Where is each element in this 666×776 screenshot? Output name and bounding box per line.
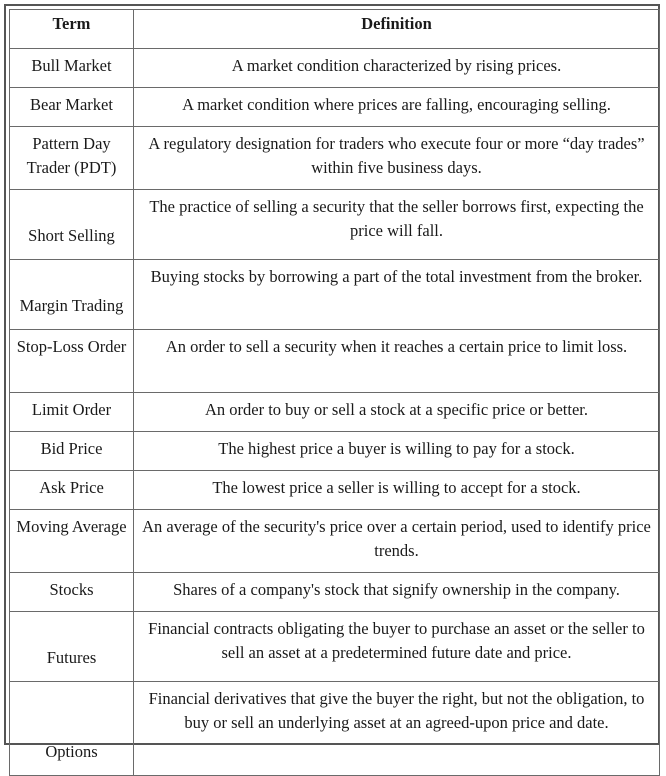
table-row bbox=[10, 471, 660, 510]
definition-cell: A market condition where prices are falling, encouraging selling. bbox=[134, 88, 660, 127]
table-row bbox=[10, 393, 660, 432]
table-row bbox=[10, 612, 660, 682]
definition-cell: An order to buy or sell a stock at a specific price or better. bbox=[134, 393, 660, 432]
term-cell: Margin Trading bbox=[10, 260, 134, 330]
definition-cell: Shares of a company's stock that signify ownership in the company. bbox=[134, 573, 660, 612]
definition-cell: Financial derivatives that give the buyer the right, but not the obligation, to buy or sell an underlying asset at an agreed-upon price and date. bbox=[134, 682, 660, 776]
term-cell: Limit Order bbox=[10, 393, 134, 432]
table-row bbox=[10, 330, 660, 393]
table-row bbox=[10, 510, 660, 573]
glossary-table bbox=[9, 9, 660, 776]
definition-cell: Buying stocks by borrowing a part of the total investment from the broker. bbox=[134, 260, 660, 330]
table-row bbox=[10, 260, 660, 330]
definition-cell: An order to sell a security when it reaches a certain price to limit loss. bbox=[134, 330, 660, 393]
table-row bbox=[10, 432, 660, 471]
table-row bbox=[10, 573, 660, 612]
term-cell: Bid Price bbox=[10, 432, 134, 471]
term-cell: Stocks bbox=[10, 573, 134, 612]
table-row bbox=[10, 49, 660, 88]
term-cell: Futures bbox=[10, 612, 134, 682]
definition-cell: The lowest price a seller is willing to accept for a stock. bbox=[134, 471, 660, 510]
table-row bbox=[10, 682, 660, 776]
term-cell: Stop-Loss Order bbox=[10, 330, 134, 393]
term-cell: Ask Price bbox=[10, 471, 134, 510]
term-cell: Moving Average bbox=[10, 510, 134, 573]
glossary-table-frame bbox=[4, 4, 660, 761]
definition-column-header: Definition bbox=[134, 10, 660, 49]
definition-cell: An average of the security's price over a certain period, used to identify price trends. bbox=[134, 510, 660, 573]
term-cell: Options bbox=[10, 682, 134, 776]
definition-cell: The practice of selling a security that the seller borrows first, expecting the price will fall. bbox=[134, 190, 660, 260]
table-row bbox=[10, 127, 660, 190]
term-column-header: Term bbox=[10, 10, 134, 49]
table-row bbox=[10, 88, 660, 127]
term-cell: Bull Market bbox=[10, 49, 134, 88]
definition-cell: The highest price a buyer is willing to pay for a stock. bbox=[134, 432, 660, 471]
definition-cell: Financial contracts obligating the buyer to purchase an asset or the seller to sell an asset at a predetermined future date and price. bbox=[134, 612, 660, 682]
definition-cell: A regulatory designation for traders who execute four or more “day trades” within five business days. bbox=[134, 127, 660, 190]
definition-cell: A market condition characterized by rising prices. bbox=[134, 49, 660, 88]
term-cell: Bear Market bbox=[10, 88, 134, 127]
table-row bbox=[10, 190, 660, 260]
term-cell: Short Selling bbox=[10, 190, 134, 260]
term-cell: Pattern Day Trader (PDT) bbox=[10, 127, 134, 190]
table-header-row bbox=[10, 10, 660, 49]
